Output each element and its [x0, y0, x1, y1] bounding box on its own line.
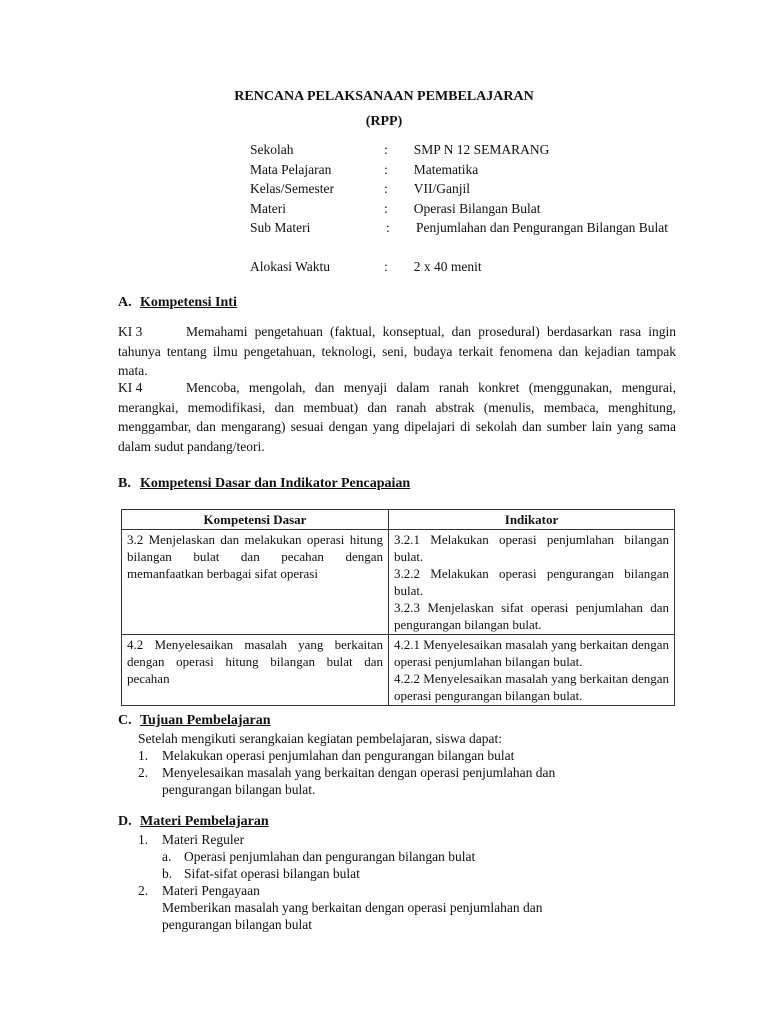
list-number: 2.: [138, 765, 149, 780]
ki4-paragraph: [118, 378, 676, 456]
meta-row-materi: [250, 199, 680, 219]
table-row: [122, 635, 675, 706]
kd-cell: 3.2 Menjelaskan dan melakukan operasi hitung bilangan bulat dan pecahan dengan memanfaatkan berbagai sifat operasi: [122, 530, 389, 635]
document-title: RENCANA PELAKSANAAN PEMBELAJARAN: [234, 89, 534, 104]
meta-value: SMP N 12 SEMARANG: [413, 142, 550, 157]
table-row: [122, 530, 675, 635]
meta-row-submateri: [250, 218, 680, 257]
list-text: Melakukan operasi penjumlahan dan pengurangan bilangan bulat: [162, 748, 515, 763]
sub-list-item: [138, 848, 678, 865]
list-number: 1.: [138, 748, 149, 763]
section-c-heading: [118, 713, 271, 729]
indikator-cell: [389, 530, 675, 635]
meta-sep: :: [384, 161, 388, 177]
section-d-heading: [118, 814, 269, 830]
section-title: Materi Pembelajaran: [140, 814, 269, 829]
meta-sep: :: [384, 200, 388, 216]
meta-value: Penjumlahan dan Pengurangan Bilangan Bulat: [416, 220, 668, 235]
section-title: Tujuan Pembelajaran: [140, 713, 271, 728]
list-item: [138, 831, 678, 848]
meta-value: Operasi Bilangan Bulat: [413, 200, 541, 216]
section-title: Kompetensi Inti: [140, 295, 237, 310]
meta-row-sekolah: [250, 140, 680, 160]
table-header-indikator: Indikator: [389, 510, 675, 530]
indikator-item: 3.2.3 Menjelaskan sifat operasi penjumlahan dan pengurangan bilangan bulat.: [394, 600, 669, 632]
indikator-item: 4.2.2 Menyelesaikan masalah yang berkaitan dengan operasi pengurangan bilangan bulat.: [394, 671, 669, 703]
indikator-item: 3.2.1 Melakukan operasi penjumlahan bilangan bulat.: [394, 532, 669, 564]
meta-key: Materi: [250, 200, 286, 216]
meta-block: [250, 140, 680, 277]
document-subtitle: (RPP): [365, 114, 403, 129]
meta-key: Alokasi Waktu: [250, 259, 331, 274]
section-letter: B.: [118, 476, 131, 491]
meta-value: Matematika: [413, 161, 479, 177]
section-a-heading: [118, 295, 237, 311]
kd-indikator-table: [121, 509, 675, 706]
meta-value: 2 x 40 menit: [413, 259, 482, 274]
meta-row-mapel: [250, 160, 680, 180]
meta-key: Sub Materi: [250, 220, 311, 235]
list-item: [138, 747, 678, 764]
sub-list-text: Operasi penjumlahan dan pengurangan bilangan bulat: [184, 849, 476, 864]
meta-sep: :: [384, 142, 388, 157]
section-letter: C.: [118, 713, 132, 728]
meta-row-alokasi: [250, 257, 680, 277]
section-title: Kompetensi Dasar dan Indikator Pencapaian: [140, 476, 411, 491]
ki3-label: KI 3: [118, 324, 143, 339]
list-item: [138, 882, 678, 899]
meta-key: Sekolah: [250, 142, 294, 157]
list-number: 1.: [138, 832, 149, 847]
list-text: Materi Reguler: [162, 832, 245, 847]
ki4-text: Mencoba, mengolah, dan menyaji dalam ranah konkret (menggunakan, mengurai, merangkai, memodifikasi, dan membuat) dan ranah abstrak (menulis, membaca, menghitung, menggambar, dan mengarang) sesuai dengan yang dipelajari di sekolah dan sumber lain yang sama dalam sudut pandang/teori.: [118, 380, 676, 454]
meta-sep: :: [386, 220, 390, 235]
list-item: [138, 764, 678, 798]
sub-list-label: b.: [162, 866, 173, 881]
indikator-cell: [389, 635, 675, 706]
meta-value: VII/Ganjil: [413, 181, 470, 196]
indikator-item: 4.2.1 Menyelesaikan masalah yang berkaitan dengan operasi penjumlahan bilangan bulat.: [394, 637, 669, 669]
section-letter: A.: [118, 295, 132, 310]
list-text: Menyelesaikan masalah yang berkaitan dengan operasi penjumlahan dan pengurangan bilangan bulat.: [162, 765, 556, 797]
table-header-kd: Kompetensi Dasar: [122, 510, 389, 530]
table-header-row: [122, 510, 675, 530]
materi-list: [138, 831, 678, 933]
ki3-paragraph: [118, 322, 676, 381]
meta-key: Kelas/Semester: [250, 181, 334, 196]
meta-sep: :: [384, 181, 388, 196]
tujuan-list: [138, 730, 678, 798]
sub-list-label: a.: [162, 849, 172, 864]
pengayaan-text: Memberikan masalah yang berkaitan dengan operasi penjumlahan dan pengurangan bilangan bulat: [162, 900, 543, 932]
sub-list-text: Sifat-sifat operasi bilangan bulat: [184, 866, 360, 881]
meta-row-kelas: [250, 179, 680, 199]
list-number: 2.: [138, 883, 149, 898]
section-b-heading: [118, 476, 410, 492]
ki4-label: KI 4: [118, 380, 143, 395]
indikator-item: 3.2.2 Melakukan operasi pengurangan bilangan bulat.: [394, 566, 669, 598]
sub-list-item: [138, 865, 678, 882]
kd-cell: 4.2 Menyelesaikan masalah yang berkaitan dengan operasi hitung bilangan bulat dan pecahan: [122, 635, 389, 706]
section-letter: D.: [118, 814, 132, 829]
meta-key: Mata Pelajaran: [250, 161, 332, 177]
meta-sep: :: [384, 259, 388, 274]
ki3-text: Memahami pengetahuan (faktual, konseptual, dan prosedural) berdasarkan rasa ingin tahunya tentang ilmu pengetahuan, teknologi, seni, budaya terkait fenomena dan kejadian tampak mata.: [118, 324, 676, 378]
list-text: Materi Pengayaan: [162, 883, 260, 898]
tujuan-intro: Setelah mengikuti serangkaian kegiatan pembelajaran, siswa dapat:: [138, 731, 502, 746]
